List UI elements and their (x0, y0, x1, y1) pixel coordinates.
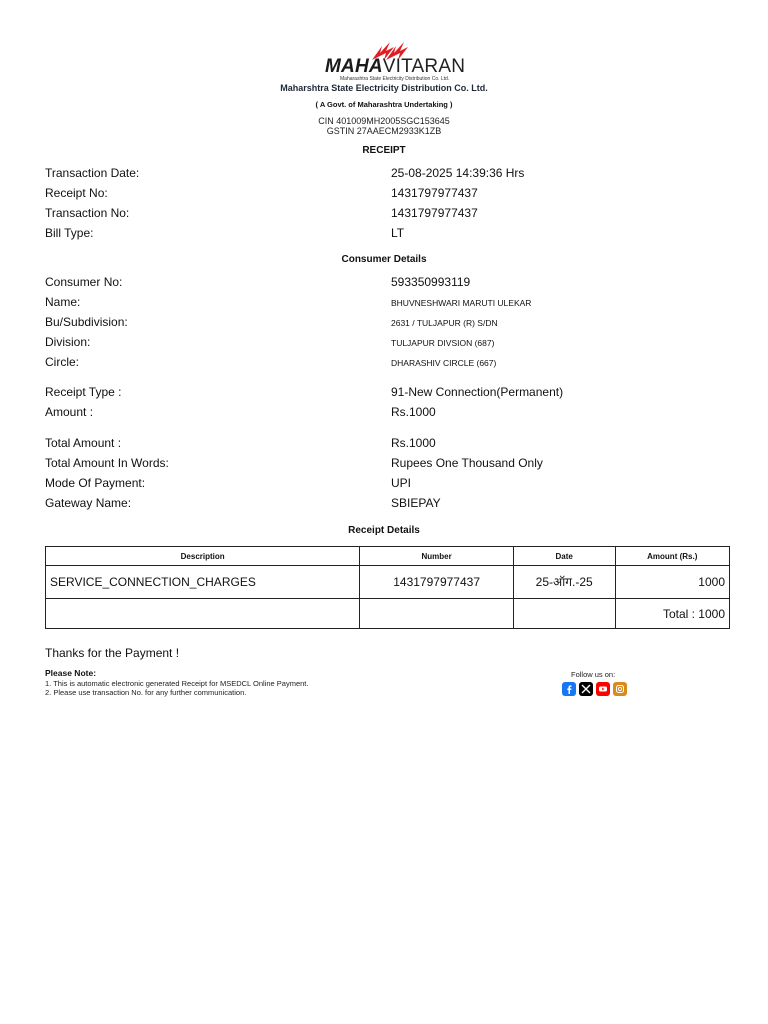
field-label: Circle: (45, 355, 80, 369)
field-value: UPI (391, 476, 412, 490)
consumer-details-title: Consumer Details (341, 254, 427, 265)
receipt-no-row (0, 186, 768, 202)
empty-cell (46, 599, 360, 629)
note-line: 1. This is automatic electronic generated Receipt for MSEDCL Online Payment. (45, 679, 309, 688)
logo-vitaran-text: VITARAN (382, 56, 466, 77)
receipt-type-row (0, 385, 768, 401)
gateway-name-row (0, 496, 768, 512)
description-cell: SERVICE_CONNECTION_CHARGES (46, 566, 360, 599)
youtube-icon[interactable] (596, 682, 610, 696)
cin-number: CIN 401009MH2005SGC153645 (318, 116, 450, 126)
number-cell: 1431797977437 (360, 566, 514, 599)
column-header: Description (46, 547, 360, 566)
field-label: Receipt Type : (45, 385, 122, 399)
subdivision-row (0, 315, 768, 331)
thanks-message: Thanks for the Payment ! (45, 646, 180, 660)
field-value: Rs.1000 (391, 436, 436, 450)
bill-type-row (0, 226, 768, 242)
field-value: 1431797977437 (391, 206, 478, 220)
transaction-no-row (0, 206, 768, 222)
field-label: Amount : (45, 405, 94, 419)
field-value: 2631 / TULJAPUR (R) S/DN (391, 318, 498, 328)
field-value: BHUVNESHWARI MARUTI ULEKAR (391, 298, 532, 308)
govt-note: ( A Govt. of Maharashtra Undertaking ) (315, 100, 453, 109)
note-line: 2. Please use transaction No. for any further communication. (45, 688, 247, 697)
empty-cell (360, 599, 514, 629)
receipt-title: RECEIPT (362, 145, 406, 156)
payment-mode-row (0, 476, 768, 492)
follow-us-label: Follow us on: (571, 670, 616, 679)
instagram-icon[interactable] (613, 682, 627, 696)
field-label: Total Amount : (45, 436, 122, 450)
field-value: TULJAPUR DIVSION (687) (391, 338, 495, 348)
gstin-number: GSTIN 27AAECM2933K1ZB (326, 126, 442, 136)
facebook-icon[interactable] (562, 682, 576, 696)
field-value: 91-New Connection(Permanent) (391, 385, 564, 399)
field-label: Division: (45, 335, 91, 349)
field-label: Transaction No: (45, 206, 130, 220)
table-total-row (46, 599, 730, 629)
field-label: Name: (45, 295, 81, 309)
logo-subtitle: Maharashtra State Electricity Distribution Co. Ltd. (340, 76, 450, 82)
amount-cell: 1000 (615, 566, 729, 599)
field-value: Rupees One Thousand Only (391, 456, 543, 470)
amount-row (0, 405, 768, 421)
logo-maha-text: MAHA (325, 56, 383, 77)
column-header: Amount (Rs.) (615, 547, 729, 566)
field-value: DHARASHIV CIRCLE (667) (391, 358, 497, 368)
field-label: Bu/Subdivision: (45, 315, 128, 329)
transaction-date-row (0, 166, 768, 182)
field-label: Receipt No: (45, 186, 108, 200)
field-label: Consumer No: (45, 275, 123, 289)
receipt-details-table (45, 546, 730, 629)
field-value: 593350993119 (391, 275, 471, 289)
circle-row (0, 355, 768, 371)
name-row (0, 295, 768, 311)
consumer-no-row (0, 275, 768, 291)
x-twitter-icon[interactable] (579, 682, 593, 696)
field-value: 25-08-2025 14:39:36 Hrs (391, 166, 525, 180)
table-header-row (46, 547, 730, 566)
mahavitaran-logo (320, 38, 466, 84)
field-value: Rs.1000 (391, 405, 436, 419)
empty-cell (513, 599, 615, 629)
amount-in-words-row (0, 456, 768, 472)
division-row (0, 335, 768, 351)
field-label: Gateway Name: (45, 496, 132, 510)
logo-wordmark (325, 56, 465, 78)
field-label: Bill Type: (45, 226, 94, 240)
total-cell: Total : 1000 (615, 599, 729, 629)
note-heading: Please Note: (45, 668, 97, 678)
field-label: Mode Of Payment: (45, 476, 146, 490)
column-header: Number (360, 547, 514, 566)
column-header: Date (513, 547, 615, 566)
field-label: Transaction Date: (45, 166, 140, 180)
field-value: 1431797977437 (391, 186, 478, 200)
company-name: Maharshtra State Electricity Distribution Co. Ltd. (280, 83, 488, 93)
field-value: LT (391, 226, 405, 240)
receipt-details-title: Receipt Details (348, 525, 420, 536)
social-links (562, 682, 627, 696)
field-value: SBIEPAY (391, 496, 441, 510)
total-amount-row (0, 436, 768, 452)
table-row (46, 566, 730, 599)
field-label: Total Amount In Words: (45, 456, 169, 470)
date-cell: 25-ऑग.-25 (513, 566, 615, 599)
